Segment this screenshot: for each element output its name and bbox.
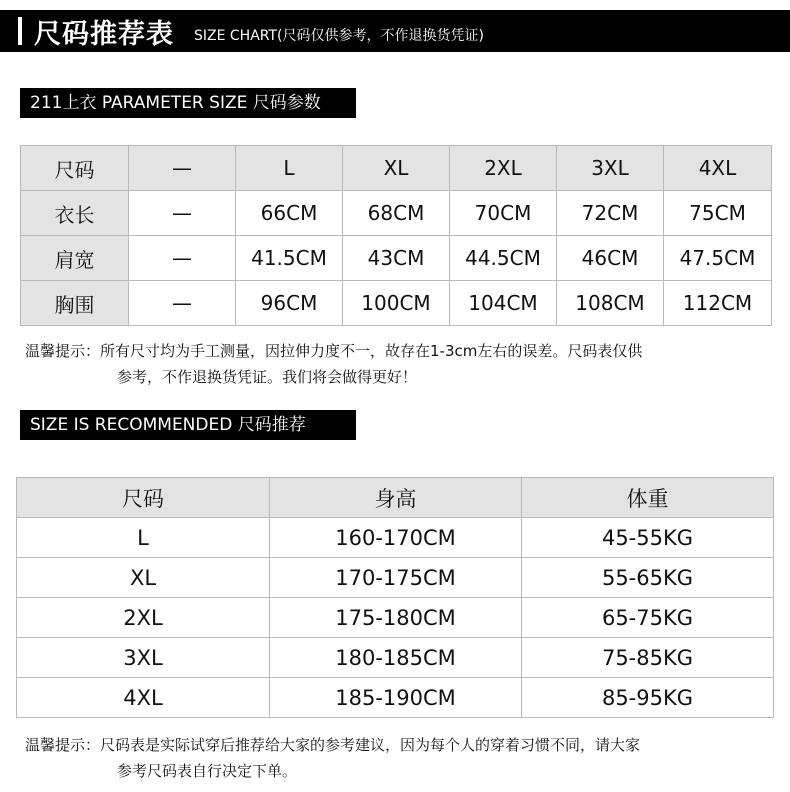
table-cell: 46CM <box>557 236 664 281</box>
header-cell: 体重 <box>522 478 774 518</box>
table-cell: XL <box>17 558 270 598</box>
header-banner <box>0 10 790 52</box>
table-cell: 肩宽 <box>21 236 129 281</box>
table-row <box>21 281 772 326</box>
table-cell: 3XL <box>17 638 270 678</box>
table-row <box>17 518 774 558</box>
header-cell: 3XL <box>557 146 664 191</box>
table-cell: 75-85KG <box>522 638 774 678</box>
header-cell: 身高 <box>270 478 522 518</box>
header-cell: L <box>236 146 343 191</box>
note-line: 温馨提示：尺码表是实际试穿后推荐给大家的参考建议，因为每个人的穿着习惯不同，请大家 <box>25 736 641 754</box>
header-cell: 尺码 <box>21 146 129 191</box>
recommended-section-label: SIZE IS RECOMMENDED 尺码推荐 <box>20 410 356 440</box>
page-title: 尺码推荐表 <box>34 18 174 50</box>
table-cell: — <box>129 236 236 281</box>
parameter-section-label: 211上衣 PARAMETER SIZE 尺码参数 <box>20 88 356 118</box>
table-cell: 175-180CM <box>270 598 522 638</box>
table-cell: 胸围 <box>21 281 129 326</box>
table-header-row <box>21 146 772 191</box>
page-subtitle: SIZE CHART(尺码仅供参考，不作退换货凭证) <box>194 28 484 44</box>
header-cell: 2XL <box>450 146 557 191</box>
table-cell: 108CM <box>557 281 664 326</box>
table-row <box>21 236 772 281</box>
table-row <box>17 638 774 678</box>
parameter-size-table <box>20 145 772 326</box>
table-cell: 160-170CM <box>270 518 522 558</box>
table-cell: L <box>17 518 270 558</box>
table-cell: 104CM <box>450 281 557 326</box>
table-cell: 55-65KG <box>522 558 774 598</box>
table-cell: — <box>129 281 236 326</box>
table-cell: 96CM <box>236 281 343 326</box>
table-cell: 47.5CM <box>664 236 772 281</box>
header-cell: — <box>129 146 236 191</box>
table-cell: 100CM <box>343 281 450 326</box>
header-cell: 尺码 <box>17 478 270 518</box>
header-cell: XL <box>343 146 450 191</box>
table-cell: 185-190CM <box>270 678 522 718</box>
recommendation-note <box>25 732 785 784</box>
table-cell: 65-75KG <box>522 598 774 638</box>
note-line: 参考尺码表自行决定下单。 <box>117 762 298 780</box>
table-row <box>17 678 774 718</box>
table-cell: 180-185CM <box>270 638 522 678</box>
table-row <box>21 191 772 236</box>
table-cell: 43CM <box>343 236 450 281</box>
table-cell: 45-55KG <box>522 518 774 558</box>
table-cell: 66CM <box>236 191 343 236</box>
note-line: 温馨提示：所有尺寸均为手工测量，因拉伸力度不一，故存在1-3cm左右的误差。尺码表仅供 <box>25 342 643 360</box>
table-cell: 2XL <box>17 598 270 638</box>
table-cell: 75CM <box>664 191 772 236</box>
header-accent-bar <box>18 17 22 45</box>
table-cell: 41.5CM <box>236 236 343 281</box>
table-cell: 170-175CM <box>270 558 522 598</box>
recommended-size-table <box>16 477 774 718</box>
measurement-note <box>25 338 785 390</box>
table-row <box>17 598 774 638</box>
note-line: 参考，不作退换货凭证。我们将会做得更好！ <box>117 368 418 386</box>
table-cell: 44.5CM <box>450 236 557 281</box>
table-cell: 72CM <box>557 191 664 236</box>
header-cell: 4XL <box>664 146 772 191</box>
table-cell: — <box>129 191 236 236</box>
table-cell: 衣长 <box>21 191 129 236</box>
table-cell: 4XL <box>17 678 270 718</box>
table-cell: 85-95KG <box>522 678 774 718</box>
table-row <box>17 558 774 598</box>
table-header-row <box>17 478 774 518</box>
table-cell: 112CM <box>664 281 772 326</box>
table-cell: 68CM <box>343 191 450 236</box>
table-cell: 70CM <box>450 191 557 236</box>
